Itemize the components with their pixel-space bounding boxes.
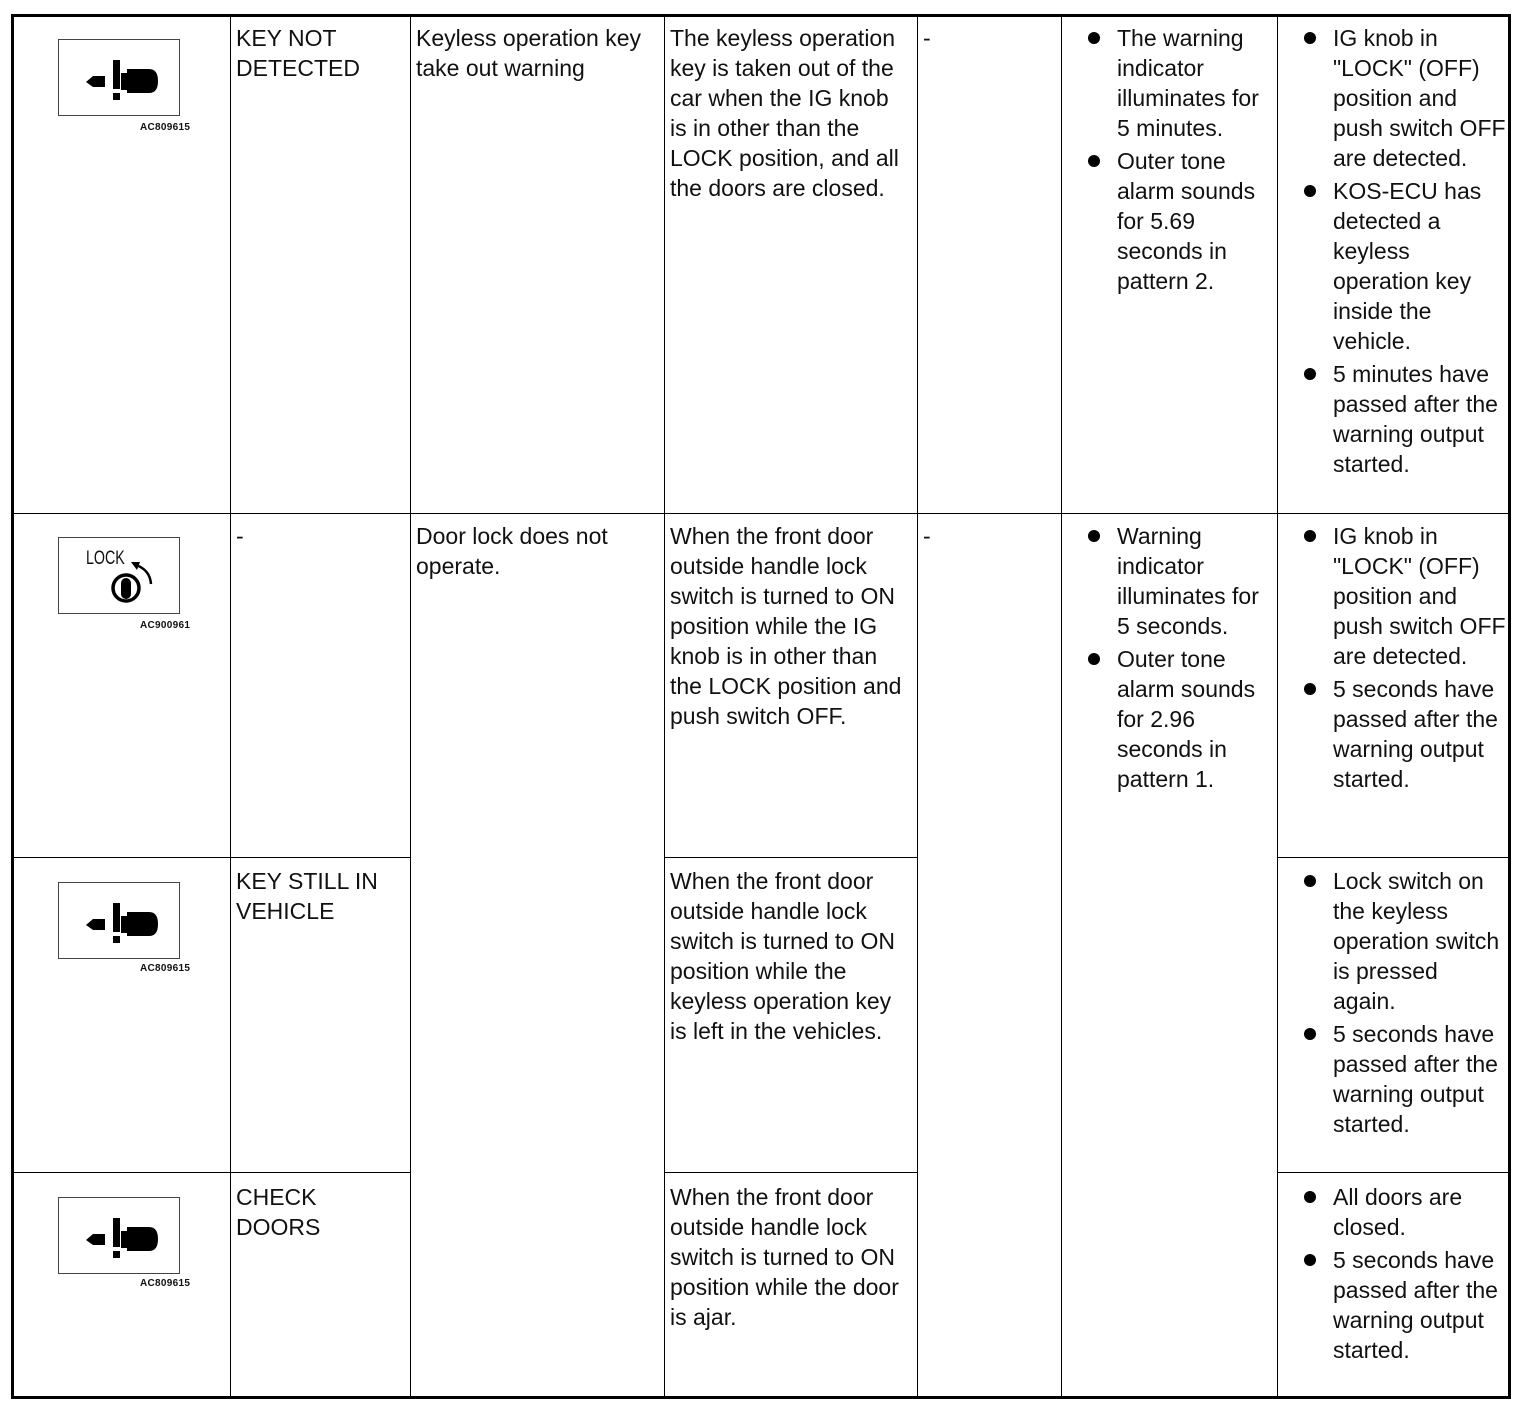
display-text: KEY STILL IN VEHICLE: [236, 868, 378, 924]
display-text: -: [236, 523, 244, 549]
warning-name: Keyless operation key take out warning: [416, 25, 642, 81]
list-item: Outer tone alarm sounds for 5.69 seconds in pattern 2.: [1062, 146, 1275, 296]
warning-output: [1062, 23, 1275, 296]
list-item: 5 seconds have passed after the warning output started.: [1278, 674, 1506, 794]
col-divider: [410, 14, 411, 1399]
col5-value: -: [923, 523, 931, 549]
lock-label: LOCK: [86, 548, 125, 569]
list-item: 5 seconds have passed after the warning output started.: [1278, 1019, 1506, 1139]
row-divider: [1277, 1172, 1511, 1173]
display-text: CHECK DOORS: [236, 1184, 321, 1240]
warning-condition: When the front door outside handle lock switch is turned to ON position while the keyless operation key is left in the vehicles.: [670, 868, 895, 1044]
list-item: Warning indicator illuminates for 5 seconds.: [1062, 521, 1275, 641]
key-warning-icon: [58, 39, 180, 116]
row-divider: [11, 1172, 410, 1173]
col-divider: [664, 14, 665, 1399]
list-item: KOS-ECU has detected a keyless operation key inside the vehicle.: [1278, 176, 1506, 356]
col-divider: [917, 14, 918, 1399]
icon-code: AC809615: [140, 122, 191, 133]
list-item: Outer tone alarm sounds for 2.96 seconds in pattern 1.: [1062, 644, 1275, 794]
icon-code: AC809615: [140, 1278, 191, 1289]
row-divider: [1277, 857, 1511, 858]
row-divider: [664, 857, 917, 858]
warning-condition: When the front door outside handle lock switch is turned to ON position while the IG knob is in other than the LOCK position and push switch OFF.: [670, 523, 902, 729]
key-warning-icon: [58, 882, 180, 959]
col5-value: -: [923, 25, 931, 51]
list-item: All doors are closed.: [1278, 1182, 1506, 1242]
row-divider: [11, 857, 410, 858]
cancel-conditions: [1278, 23, 1506, 479]
cancel-conditions: [1278, 1182, 1506, 1365]
list-item: Lock switch on the keyless operation switch is pressed again.: [1278, 866, 1506, 1016]
row-divider: [11, 513, 1511, 514]
warning-condition: The keyless operation key is taken out of the car when the IG knob is in other than the LOCK position, and all the doors are closed.: [670, 25, 899, 201]
list-item: The warning indicator illuminates for 5 minutes.: [1062, 23, 1275, 143]
list-item: IG knob in "LOCK" (OFF) position and push switch OFF are detected.: [1278, 521, 1506, 671]
warning-name: Door lock does not operate.: [416, 523, 608, 579]
icon-code: AC900961: [140, 620, 191, 631]
display-text: KEY NOT DETECTED: [236, 25, 360, 81]
list-item: IG knob in "LOCK" (OFF) position and push switch OFF are detected.: [1278, 23, 1506, 173]
cancel-conditions: [1278, 866, 1506, 1139]
cancel-conditions: [1278, 521, 1506, 794]
lock-indicator-icon: [58, 537, 180, 614]
col-divider: [230, 14, 231, 1399]
list-item: 5 seconds have passed after the warning output started.: [1278, 1245, 1506, 1365]
key-warning-icon: [58, 1197, 180, 1274]
list-item: 5 minutes have passed after the warning output started.: [1278, 359, 1506, 479]
row-divider: [664, 1172, 917, 1173]
warning-output: [1062, 521, 1275, 794]
warning-condition: When the front door outside handle lock switch is turned to ON position while the door is ajar.: [670, 1184, 899, 1330]
icon-code: AC809615: [140, 963, 191, 974]
